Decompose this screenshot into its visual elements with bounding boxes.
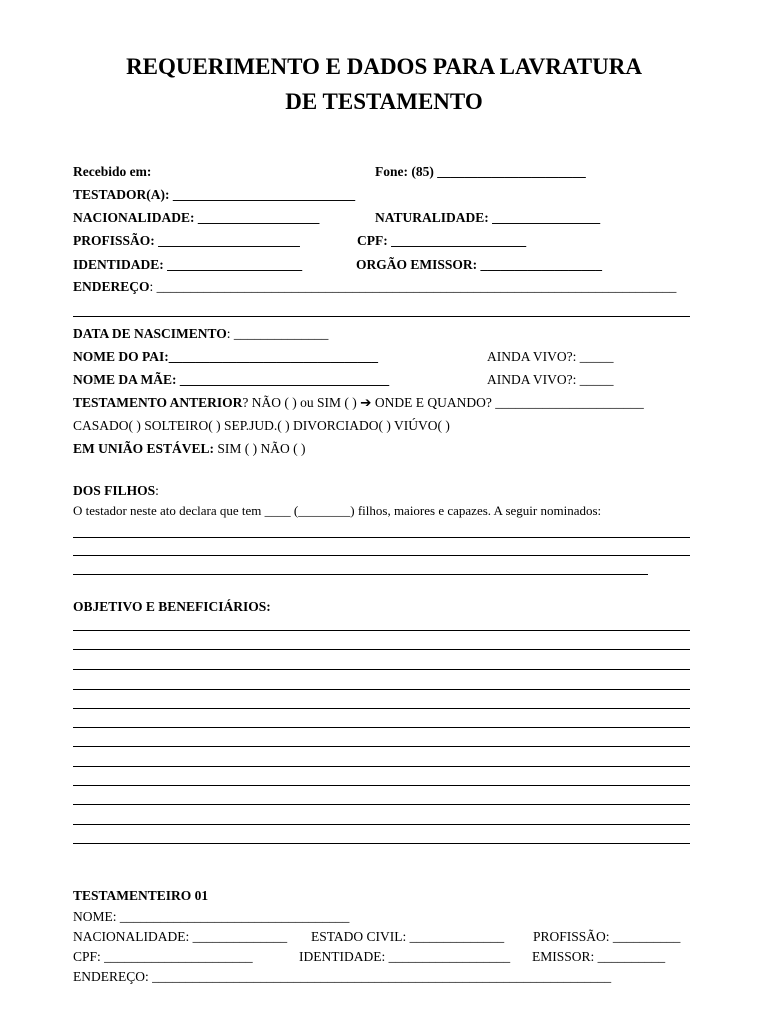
objective-line[interactable] — [73, 766, 690, 767]
objective-line[interactable] — [73, 746, 690, 747]
nationality-field[interactable]: NACIONALIDADE: __________________ — [73, 210, 320, 225]
objective-heading: OBJETIVO E BENEFICIÁRIOS: — [73, 599, 271, 614]
objective-line[interactable] — [73, 824, 690, 825]
identity-field[interactable]: IDENTIDADE: ____________________ — [73, 257, 303, 272]
objective-line[interactable] — [73, 689, 690, 690]
father-alive-field[interactable]: AINDA VIVO?: _____ — [487, 349, 614, 364]
executor-name-field[interactable]: NOME: __________________________________ — [73, 909, 350, 924]
previous-will-field[interactable] — [73, 394, 644, 412]
issuing-agency-field[interactable]: ORGÃO EMISSOR: __________________ — [356, 257, 603, 272]
previous-will-options: ? NÃO ( ) ou SIM ( ) ➔ ONDE E QUANDO? ______________________ — [242, 395, 644, 410]
objective-line[interactable] — [73, 727, 690, 728]
mother-name-field[interactable]: NOME DA MÃE: _______________________________ — [73, 372, 390, 387]
received-on-field[interactable]: Recebido em: — [73, 164, 152, 179]
children-line-2[interactable] — [73, 555, 690, 556]
executor-address-field[interactable]: ENDEREÇO: ____________________________________________________________________ — [73, 969, 612, 984]
children-line-1[interactable] — [73, 537, 690, 538]
mother-alive-field[interactable]: AINDA VIVO?: _____ — [487, 372, 614, 387]
father-name-field[interactable]: NOME DO PAI:_______________________________ — [73, 349, 378, 364]
children-heading-colon: : — [155, 483, 159, 498]
executor-issuer-field[interactable]: EMISSOR: __________ — [532, 949, 666, 964]
document-title-line2: DE TESTAMENTO — [285, 89, 483, 114]
document-title-line1: REQUERIMENTO E DADOS PARA LAVRATURA — [126, 54, 642, 79]
testator-field[interactable]: TESTADOR(A): ___________________________ — [73, 187, 356, 202]
address-label: ENDEREÇO — [73, 279, 150, 294]
executor-heading: TESTAMENTEIRO 01 — [73, 888, 209, 903]
phone-field[interactable]: Fone: (85) ______________________ — [375, 164, 586, 179]
objective-line[interactable] — [73, 708, 690, 709]
objective-line[interactable] — [73, 804, 690, 805]
birthplace-field[interactable]: NATURALIDADE: ________________ — [375, 210, 601, 225]
stable-union-field[interactable] — [73, 440, 306, 458]
executor-cpf-field[interactable]: CPF: ______________________ — [73, 949, 253, 964]
stable-union-label: EM UNIÃO ESTÁVEL: — [73, 441, 215, 456]
executor-profession-field[interactable]: PROFISSÃO: __________ — [533, 929, 681, 944]
birth-date-label: DATA DE NASCIMENTO — [73, 326, 227, 341]
executor-marital-status-field[interactable]: ESTADO CIVIL: ______________ — [311, 929, 505, 944]
address-field[interactable] — [73, 278, 676, 296]
cpf-field[interactable]: CPF: ____________________ — [357, 233, 527, 248]
executor-identity-field[interactable]: IDENTIDADE: __________________ — [299, 949, 511, 964]
marital-status-options[interactable]: CASADO( ) SOLTEIRO( ) SEP.JUD.( ) DIVORCIADO( ) VIÚVO( ) — [73, 418, 450, 433]
address-blank: : _____________________________________________________________________________ — [149, 279, 677, 294]
children-declaration: O testador neste ato declara que tem ____ (________) filhos, maiores e capazes. A seguir nominados: — [73, 503, 602, 518]
stable-union-options: SIM ( ) NÃO ( ) — [214, 441, 306, 456]
profession-field[interactable]: PROFISSÃO: _____________________ — [73, 233, 300, 248]
birth-date-blank: : ______________ — [226, 326, 329, 341]
previous-will-label: TESTAMENTO ANTERIOR — [73, 395, 243, 410]
objective-line[interactable] — [73, 630, 690, 631]
objective-line[interactable] — [73, 785, 690, 786]
children-line-3[interactable] — [73, 574, 648, 575]
address-line-2[interactable] — [73, 316, 690, 317]
children-heading-text: DOS FILHOS — [73, 483, 156, 498]
children-heading — [73, 482, 159, 500]
executor-nationality-field[interactable]: NACIONALIDADE: ______________ — [73, 929, 288, 944]
birth-date-field[interactable] — [73, 325, 328, 343]
objective-line[interactable] — [73, 843, 690, 844]
objective-line[interactable] — [73, 669, 690, 670]
objective-line[interactable] — [73, 649, 690, 650]
